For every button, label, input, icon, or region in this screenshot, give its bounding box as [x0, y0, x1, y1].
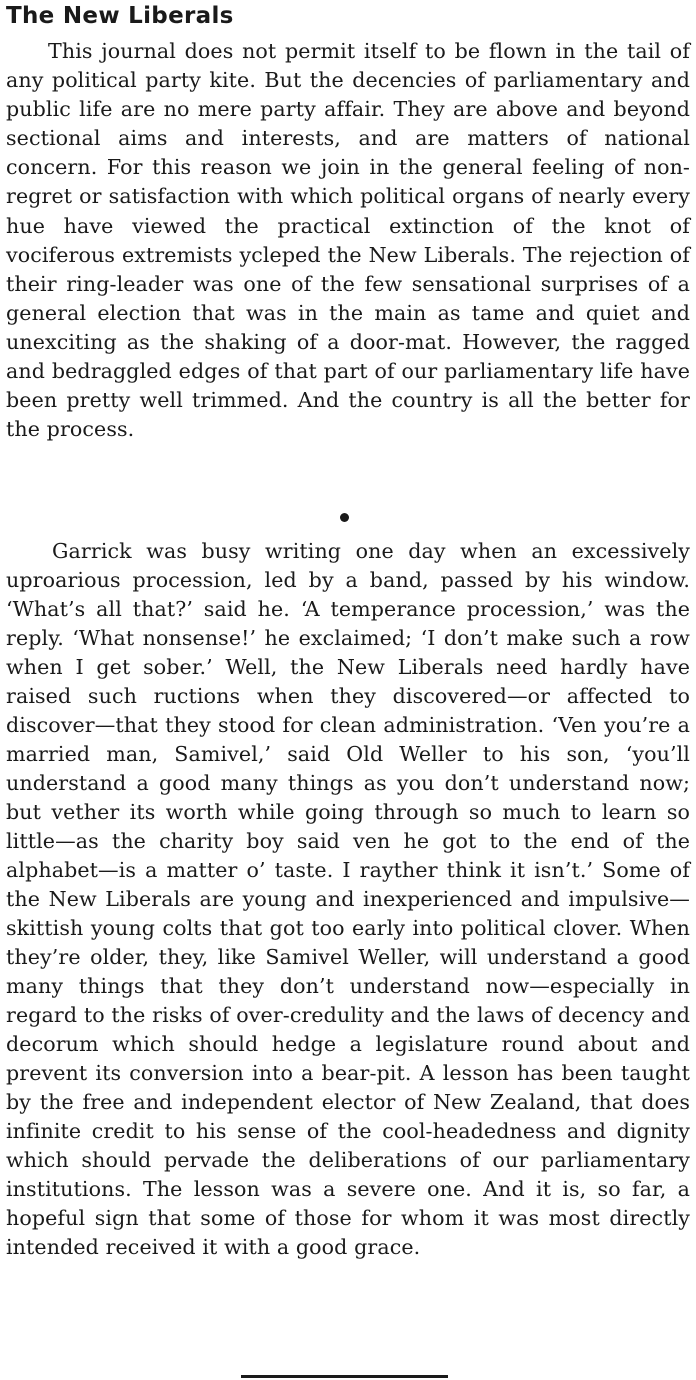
article-paragraph-2: Garrick was busy writing one day when an excessively uproarious procession, led by a band, passed by his window. ‘What’s all that?’ said he. ‘A temperance procession,’ was the reply. ‘What nonsense!’ he exclaimed; ‘I don’t make such a row when I get sober.’ Well, the New Liberals need hardly have raised such ructions when they discovered—or affected to discover—that they stood for clean administration. ‘Ven you’re a married man, Samivel,’ said Old Weller to his son, ‘you’ll understand a good many things as you don’t understand now; but vether its worth while going through so much to learn so little—as the charity boy said ven he got to the end of the alphabet—is a matter o’ taste. I rayther think it isn’t.’ Some of the New Liberals are young and inexperienced and impulsive—skittish young colts that got too early into political clover. When they’re older, they, like Samivel Weller, will understand a good many things that they don’t understand now—especially in regard to the risks of over-credulity and the laws of decency and decorum which should hedge a legislature round about and prevent its conversion into a bear-pit. A lesson has been taught by the free and independent elector of New Zealand, that does infinite credit to his sense of the cool-headedness and dignity which should pervade the deliberations of our parliamentary institutions. The lesson was a severe one. And it is, so far, a hopeful sign that some of those for whom it was most directly intended received it with a good grace. — [6, 539, 690, 1259]
article-title: The New Liberals — [6, 3, 234, 29]
article-paragraph-1: This journal does not permit itself to be flown in the tail of any political party kite. But the decencies of parliamentary and public life are no mere party affair. They are above and beyond sectional aims and interests, and are matters of national concern. For this reason we join in the general feeling of non-regret or satisfaction with which political organs of nearly every hue have viewed the practical extinction of the knot of vociferous extremists ycleped the New Liberals. The rejection of their ring-leader was one of the few sensational surprises of a general election that was in the main as tame and quiet and unexciting as the shaking of a door-mat. However, the ragged and bedraggled edges of that part of our parliamentary life have been pretty well trimmed. And the country is all the better for the process. — [6, 39, 690, 442]
end-rule — [241, 1375, 448, 1378]
section-separator-dot — [340, 513, 349, 522]
